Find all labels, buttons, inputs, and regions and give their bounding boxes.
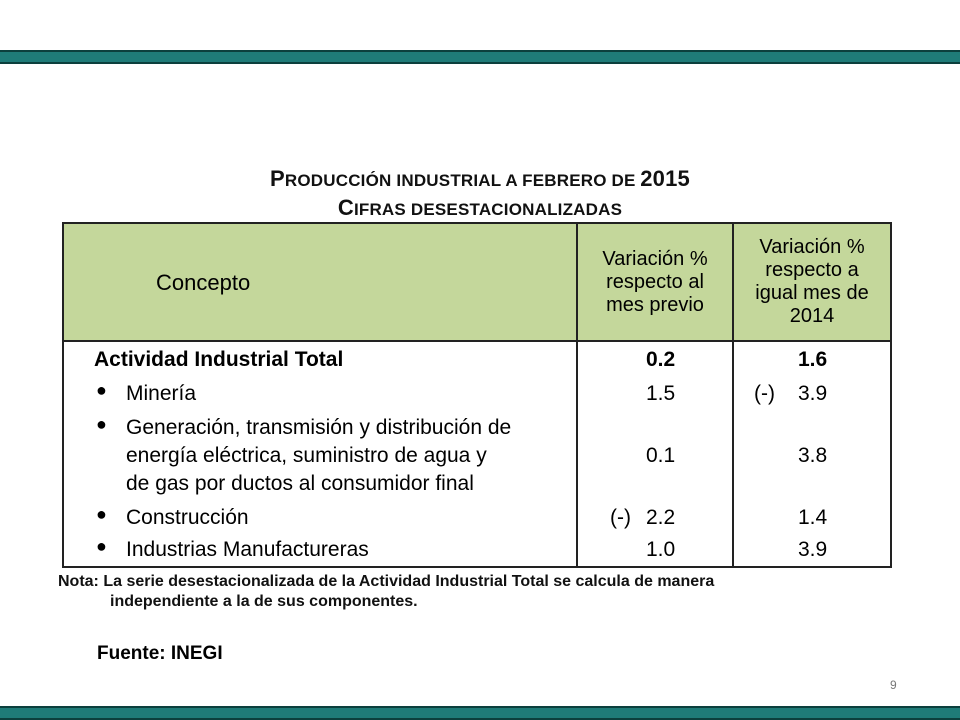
table-note: Nota: La serie desestacionalizada de la Actividad Industrial Total se calcula de manera independiente a la de sus componentes.: [58, 573, 715, 610]
source-label: Fuente: INEGI: [97, 643, 223, 664]
bullet-icon: ●: [96, 380, 107, 400]
bullet-icon: ●: [96, 504, 107, 524]
header-concept: Concepto: [156, 269, 251, 295]
bullet-icon: ●: [96, 414, 107, 434]
header-monthly-variation: Variación % respecto al mes previo: [602, 247, 708, 316]
production-table: Concepto Variación % respecto al mes previo Variación % respecto a igual mes de 2014 Actividad Industrial Total 0.2 1.6 ● Minería 1.5 (-) 3.9 ● Generación, transmisión y distribución de energía eléctrica, suministro de agua y de gas por ductos al consumidor final 0.1 3.8 ● Construcción (-) 2.2 1.4 ● Industrias Manufactureras 1.0 3.9: [62, 222, 892, 568]
bullet-icon: ●: [96, 536, 107, 556]
slide-subtitle: CIFRAS DESESTACIONALIZADAS: [337, 195, 623, 220]
slide-title: PRODUCCIÓN INDUSTRIAL A FEBRERO DE 2015: [270, 166, 690, 191]
header-annual-variation: Variación % respecto a igual mes de 2014: [755, 236, 869, 327]
bottom-band: [0, 706, 960, 720]
page-number: 9: [890, 678, 897, 692]
top-band: [0, 50, 960, 64]
